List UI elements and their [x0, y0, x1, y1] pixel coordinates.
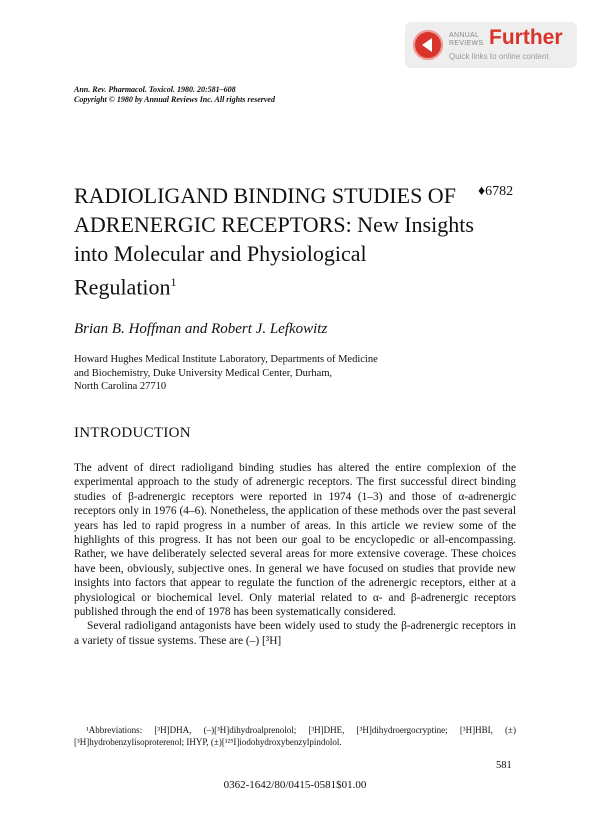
document-code: 0362-1642/80/0415-0581$01.00 [223, 779, 367, 791]
footnote: ¹Abbreviations: [³H]DHA, (–)[³H]dihydroalprenolol; [³H]DHE, [³H]dihydroergocryptine; [³H]HBI, (±)[³H]hydrobenzylisoproterenol; IHYP, (±)[¹²⁵I]iodohydroxybenzylpindolol. [74, 725, 516, 747]
article-id: ♦6782 [478, 184, 514, 199]
further-label: Further [489, 26, 563, 49]
citation-copyright: Copyright © 1980 by Annual Reviews Inc. All rights reserved [74, 95, 275, 104]
page-number: 581 [496, 760, 512, 771]
annual-reviews-wordmark [449, 32, 483, 48]
authors: Brian B. Hoffman and Robert J. Lefkowitz [74, 321, 328, 337]
quick-links-text: Quick links to online content [449, 52, 549, 61]
citation [74, 85, 275, 105]
affiliation-line: North Carolina 27710 [74, 381, 167, 392]
paragraph: The advent of direct radioligand binding studies has altered the entire complexion of the experimental approach to the study of adrenergic receptors. The first successful direct binding studies of β-adrenergic receptors were reported in 1974 (1–3) and those of α-adrenergic receptors only in 1976 (4–6). Nonetheless, the application of these methods over the past several years has led to rapid progress in a number of areas. In this article we review some of the highlights of this progress. It has not been our goal to be encyclopedic or all-encompassing. Rather, we have deliberately selected several areas for more extensive coverage. These choices have been, obviously, subjective ones. In general we have focused on studies that provide new insights into factors that appear to regulate the function of the adrenergic receptors, either at a physiological or biochemical level. Only material related to α- and β-adrenergic receptors published through the end of 1978 has been systematically considered. [74, 462, 516, 619]
affiliation-line: and Biochemistry, Duke University Medical Center, Durham, [74, 367, 333, 379]
affiliation [74, 353, 378, 394]
wordmark-line2: REVIEWS [449, 40, 484, 47]
paragraph: Several radioligand antagonists have been widely used to study the β-adrenergic receptors in a variety of tissue systems. These are (–) [³H] [74, 620, 516, 647]
further-banner[interactable] [405, 22, 577, 68]
play-icon [413, 30, 443, 60]
wordmark-line1: ANNUAL [449, 32, 480, 39]
affiliation-line: Howard Hughes Medical Institute Laboratory, Departments of Medicine [74, 354, 378, 365]
citation-journal: Ann. Rev. Pharmacol. Toxicol. 1980. 20:581–608 [74, 85, 236, 94]
title-footnote-marker: 1 [170, 275, 177, 289]
section-body [74, 461, 516, 648]
article-title [74, 181, 474, 301]
article-title-text: RADIOLIGAND BINDING STUDIES OF ADRENERGIC RECEPTORS: New Insights into Molecular and Physiological Regulation [74, 183, 474, 300]
section-heading: INTRODUCTION [74, 425, 191, 441]
